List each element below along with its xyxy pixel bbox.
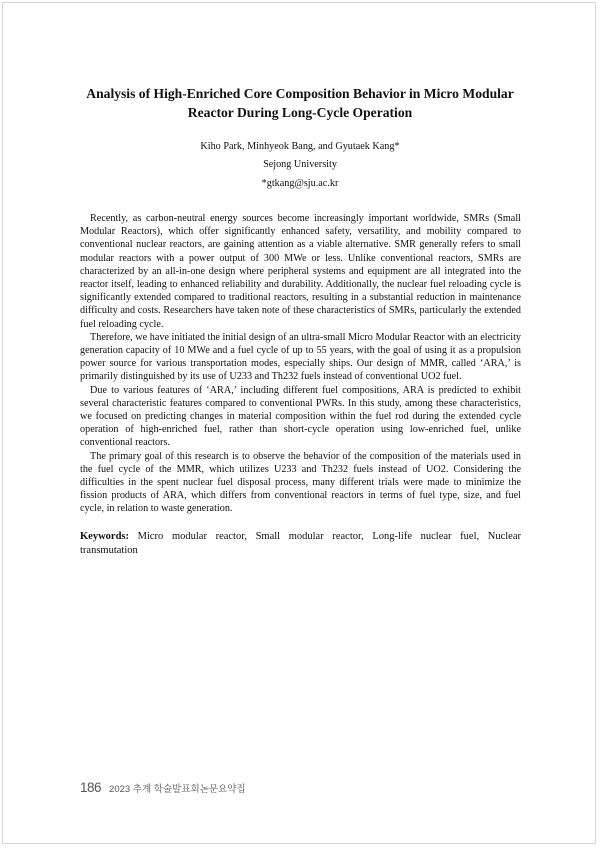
page-footer xyxy=(80,780,246,798)
paper-title: Analysis of High-Enriched Core Composition Behavior in Micro Modular Reactor During Long-Cycle Operation xyxy=(86,86,514,120)
keywords-section xyxy=(80,530,521,558)
affiliation: Sejong University xyxy=(263,159,337,170)
abstract-paragraph: Therefore, we have initiated the initial design of an ultra-small Micro Modular Reactor with an electricity generation capacity of 10 MWe and a fuel cycle of up to 55 years, with the goal of using it as a propulsion power source for various transportation modes, especially ships. Our design of MMR, called ‘ARA,’ is primarily distinguished by its use of U233 and Th232 fuels instead of conventional UO2 fuel. xyxy=(80,331,521,383)
proceedings-title: 2023 추계 학술발표회논문요약집 xyxy=(109,784,246,795)
keywords-text: Micro modular reactor, Small modular reactor, Long-life nuclear fuel, Nuclear transmutation xyxy=(80,531,521,556)
corresponding-email: *gtkang@sju.ac.kr xyxy=(261,178,339,189)
author-list: Kiho Park, Minhyeok Bang, and Gyutaek Kang* xyxy=(200,141,400,152)
abstract-paragraph: Due to various features of ‘ARA,’ including different fuel compositions, ARA is predicted to exhibit several characteristic features compared to conventional PWRs. In this study, among these characteristics, we focused on predicting changes in material composition within the fuel rod during the extended cycle operation of high-enriched fuel, rather than short-cycle operation using low-enriched fuel, unlike conventional reactors. xyxy=(80,384,521,449)
abstract-body xyxy=(80,212,521,516)
abstract-paragraph: Recently, as carbon-neutral energy sources become increasingly important worldwide, SMRs (Small Modular Reactors), which offer significantly enhanced safety, versatility, and mobility compared to conventional nuclear reactors, are gaining attention as a viable alternative. SMR generally refers to small modular reactors with a power output of 300 MWe or less. Unlike conventional reactors, SMRs are characterized by an all-in-one design where peripheral systems and equipment are all integrated into the reactor itself, leading to enhanced reliability and durability. Additionally, the nuclear fuel reloading cycle is significantly extended compared to traditional reactors, resulting in a substantial reduction in maintenance difficulty and costs. Researchers have taken note of these characteristics of SMRs, particularly the extended fuel reloading cycle. xyxy=(80,213,521,330)
keywords-label: Keywords: xyxy=(80,531,129,542)
abstract-paragraph: The primary goal of this research is to observe the behavior of the composition of the materials used in the fuel cycle of the MMR, which utilizes U233 and Th232 fuels instead of UO2. Considering the difficulties in the spent nuclear fuel disposal process, many different trials were made to minimize the fission products of ARA, which differs from conventional reactors in terms of fuel type, size, and fuel cycle, in relation to waste generation. xyxy=(80,450,521,515)
page-number: 186 xyxy=(80,780,102,795)
